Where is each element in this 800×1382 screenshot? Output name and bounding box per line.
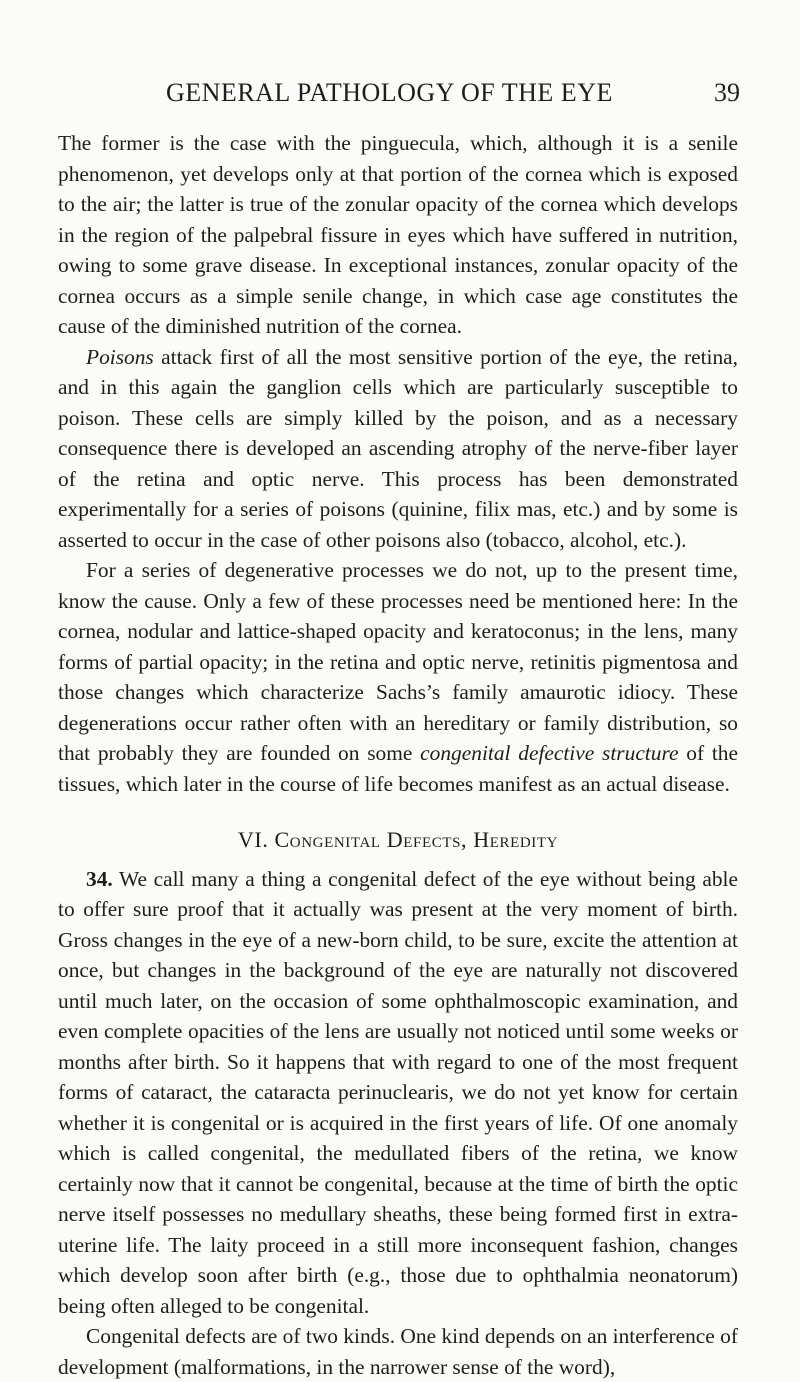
- paragraph-text: Congenital defects are of two kinds. One kind depends on an interference of development (malformations, in the narrower sense of the word),: [58, 1324, 738, 1379]
- paragraph-34: [58, 864, 738, 1322]
- term-poisons: Poisons: [86, 344, 154, 369]
- paragraph-degenerative: [58, 555, 738, 799]
- paragraph-text: of the tissues, which later in the course of life becomes manifest as an actual disease.: [58, 741, 739, 796]
- paragraph-poisons: [58, 342, 738, 556]
- term-congenital-defective-structure: congenital defective structure: [420, 741, 679, 765]
- paragraph-text: We call many a thing a congenital defect of the eye without being able to offer sure proof that it actually was present at the very moment of birth. Gross changes in the eye of a new-born child, to be sure, excite the attention at once, but changes in the background of the eye are naturally not discovered until much later, on the occasion of some ophthalmoscopic examination, and even complete opacities of the lens are usually not noticed until some weeks or months after birth. So it happens that with regard to one of the most frequent forms of cataract, the cataracta perinuclearis, we do not yet know for certain whether it is congenital or is acquired in the first years of life. Of one anomaly which is called congenital, the medullated fibers of the retina, we know certainly now that it cannot be congenital, because at the time of birth the optic nerve itself possesses no medullary sheaths, these being formed first in extra-uterine life. The laity proceed in a still more inconsequent fashion, changes which develop soon after birth (e.g., those due to ophthalmia neonatorum) being often alleged to be congenital.: [58, 866, 738, 1318]
- page-number: 39: [714, 78, 740, 107]
- paragraph-text: For a series of degenerative processes we do not, up to the present time, know the cause. Only a few of these processes need be mentioned here: In the cornea, nodular and lattice-shaped opacity and keratoconus; in the lens, many forms of partial opacity; in the retina and optic nerve, retinitis pigmentosa and those changes which characterize Sachs’s family amaurotic idiocy. These degenerations occur rather often with an hereditary or family distribution, so that probably they are founded on some: [58, 558, 738, 765]
- running-title: GENERAL PATHOLOGY OF THE EYE: [166, 78, 613, 107]
- paragraph-text: attack first of all the most sensitive portion of the eye, the retina, and in this again the ganglion cells which are particularly susceptible to poison. These cells are simply killed by the poison, and as a necessary consequence there is developed an ascending atrophy of the nerve-fiber layer of the retina and optic nerve. This process has been demonstrated experimentally for a series of poisons (quinine, filix mas, etc.) and by some is asserted to occur in the case of other poisons also (tobacco, alcohol, etc.).: [58, 344, 738, 552]
- page-header: [0, 78, 800, 118]
- body-text: [58, 128, 738, 1382]
- paragraph-congenital-kinds: [58, 1321, 738, 1382]
- paragraph-number: 34.: [86, 866, 113, 891]
- section-heading: VI. Congenital Defects, Heredity: [237, 827, 559, 852]
- paragraph-pinguecula: [58, 128, 738, 342]
- paragraph-text: The former is the case with the pinguecula, which, although it is a senile phenomenon, yet develops only at that portion of the cornea which is exposed to the air; the latter is true of the zonular opacity of the cornea which develops in the region of the palpebral fissure in eyes which have suffered in nutrition, owing to some grave disease. In exceptional instances, zonular opacity of the cornea occurs as a simple senile change, in which case age constitutes the cause of the diminished nutrition of the cornea.: [58, 131, 738, 338]
